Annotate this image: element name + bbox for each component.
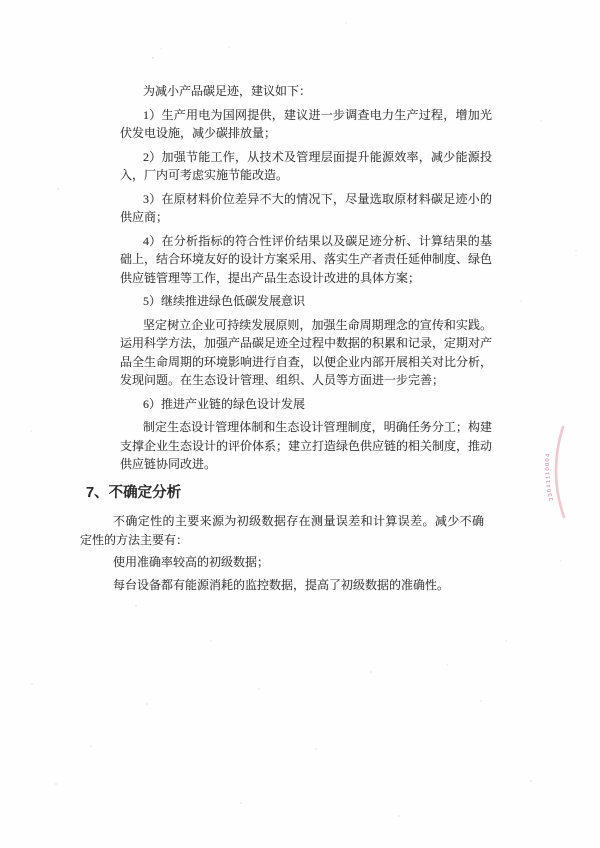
uncertainty-method-1: 使用准确率较高的初级数据； <box>113 555 270 569</box>
section-7-heading: 7、不确定分析 <box>86 485 182 501</box>
suggestion-item-5-title: 5）继续推进绿色低碳发展意识 <box>143 294 306 308</box>
stamp-number-digits: 33041110004 <box>544 452 556 502</box>
suggestion-item-2: 2）加强节能工作，从技术及管理层面提升能源效率，减少能源投入，厂内可考虑实施节能改造。 <box>120 149 492 182</box>
suggestion-item-1: 1）生产用电为国网提供，建议进一步调查电力生产过程，增加光伏发电设施，减少碳排放量； <box>120 107 492 140</box>
stamp-arc-icon <box>540 392 600 542</box>
uncertainty-method-2: 每台设备都有能源消耗的监控数据，提高了初级数据的准确性。 <box>113 577 450 592</box>
red-stamp-partial <box>540 392 600 542</box>
intro-paragraph: 为减小产品碳足迹，建议如下： <box>143 84 312 98</box>
suggestion-item-6-body: 制定生态设计管理体制和生态设计管理制度，明确任务分工；构建支撑企业生态设计的评价体系；建立打造绿色供应链的相关制度，推动供应链协同改进。 <box>120 420 493 471</box>
suggestion-item-6-title: 6）推进产业链的绿色设计发展 <box>143 396 306 411</box>
uncertainty-section <box>80 483 484 598</box>
uncertainty-body: 不确定性的主要来源为初级数据存在测量误差和计算误差。减少不确定性的方法主要有： <box>80 514 484 547</box>
suggestion-item-5-body: 坚定树立企业可持续发展原则，加强生命周期理念的宣传和实践。运用科学方法，加强产品碳足迹全过程中数据的积累和记录，定期对产品全生命周期的环境影响进行自查，以便企业内部开展相关对比分析，发现问题。在生态设计管理、组织、人员等方面进一步完善； <box>120 317 493 387</box>
stamp-number-text <box>545 452 555 501</box>
suggestion-item-4: 4）在分析指标的符合性评价结果以及碳足迹分析、计算结果的基础上，结合环境友好的设计方案采用、落实生产者责任延伸制度、绿色供应链管理等工作，提出产品生态设计改进的具体方案； <box>120 233 493 285</box>
suggestions-section <box>120 82 492 479</box>
stamp-ring-arc <box>556 427 564 517</box>
suggestion-item-3: 3）在原材料价位差异不大的情况下，尽量选取原材料碳足迹小的供应商； <box>120 191 492 224</box>
